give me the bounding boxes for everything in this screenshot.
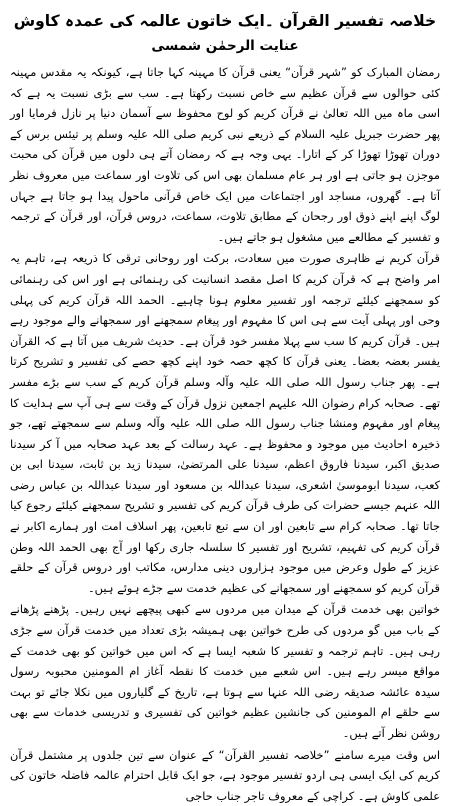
article-author: عنایت الرحمٰن شمسی — [151, 38, 299, 54]
article-paragraph-1: رمضان المبارک کو ”شہر قرآن“ یعنی قرآن کا مہینہ کہا جاتا ہے، کیونکہ یہ مقدس مہینہ کئی حوالوں سے قرآن عظیم سے خاص نسبت رکھتا ہے۔ سب سے بڑی نسبت یہ ہے کہ اسی ماہ میں اللہ تعالیٰ نے قرآن کریم کو لوح محفوظ سے آسمان دنیا پر نازل فرمایا اور پھر حضرت جبریل علیہ السلام کے ذریعے نبی کریم صلی اللہ علیہ وسلم پر تیئس برس کے دوران تھوڑا تھوڑا کر کے اتارا۔ یہی وجہ ہے کہ رمضان آتے ہی دلوں میں قرآن کی محبت موجزن ہو جاتی ہے اور ہر عام مسلمان بھی اس کی تلاوت اور سماعت میں معروف نظر آتا ہے۔ گھروں، مساجد اور اجتماعات میں ایک خاص قرآنی ماحول پیدا ہو جاتا ہے جہاں لوگ اپنے اپنے ذوق اور رجحان کے مطابق تلاوت، سماعت، دروس قرآن، اور قرآن کے ترجمہ و تفسیر کے مطالعے میں مشغول ہو جاتے ہیں۔ — [10, 65, 440, 244]
article-paragraph-3: خواتین بھی خدمت قرآن کے میدان میں مردوں سے کبھی پیچھے نہیں رہیں۔ پڑھنے پڑھانے کے باب میں گو مردوں کی طرح خواتین بھی ہمیشہ بڑی تعداد میں خدمت قرآن سے جڑی رہی ہیں۔ تاہم ترجمہ و تفسیر کا شعبہ ایسا ہے کہ اس میں خواتین کو بھی خدمت کے مواقع میسر رہے ہیں۔ اس شعبے میں خدمت کا نقطہ آغاز ام المومنین محبوبہ رسول سیدہ عائشہ صدیقہ رضی اللہ عنہا سے ہوتا ہے، تاریخ کے گلیاروں میں نکلا جائے تو بہت سے حلقے ام المومنین کی جانشین عظیم خواتین کی تفسیری و تدریسی خدمات سے بھی روشن نظر آتے ہیں۔ — [10, 602, 440, 740]
article-paragraph-2: قرآن کریم نے ظاہری صورت میں سعادت، برکت اور روحانی ترقی کا ذریعہ ہے، تاہم یہ امر واضح ہے کہ قرآن کریم کا اصل مقصد انسانیت کی رہنمائی ہے اور اس کی رہنمائی کو سمجھنے کیلئے ترجمہ اور تفسیر معلوم ہونا چاہیے۔ الحمد اللہ قرآن کریم کی پہلی وحی اور پہلی آیت سے ہی اس کا مفہوم اور پیغام سمجھنے اور سمجھانے والے موجود رہے ہیں۔ قرآن کریم کا سب سے پہلا مفسر خود قرآن ہے۔ حدیث شریف میں آتا ہے کہ القرآن یفسر بعضہ بعضا۔ یعنی قرآن کا کچھ حصہ خود اپنے کچھ حصے کی تفسیر و تشریح کرتا ہے۔ پھر جناب رسول اللہ صلی اللہ علیہ وآلہ وسلم قرآن کریم کے سب سے بڑے مفسر تھے۔ صحابہ کرام رضوان اللہ علیہم اجمعین نزول قرآن کے وقت سے ہی آپ سے ہدایت کا پیغام اور مفہوم ومنشا جناب رسول اللہ صلی اللہ علیہ وآلہ وسلم سے سمجھتے تھے، جو ذخیرہ احادیث میں موجود و محفوظ ہے۔ عہد رسالت کے بعد عہد صحابہ میں آ کر سیدنا صدیق اکبر، سیدنا فاروق اعظم، سیدنا علی المرتضیٰ، سیدنا زید بن ثابت، سیدنا ابی بن کعب، سیدنا ابوموسیٰ اشعری، سیدنا عبداللہ بن مسعود اور سیدنا عبداللہ بن عباس رضی اللہ عنہم جیسے حضرات کی طرف قرآن کریم کی تفسیر و تشریح سمجھنے کیلئے رجوع کیا جاتا تھا۔ صحابہ کرام سے تابعین اور ان سے تبع تابعین، پھر اسلاف امت اور ہمارے اکابر نے قرآن کریم کی تفہیم، تشریح اور تفسیر کا سلسلہ جاری رکھا اور آج بھی الحمد اللہ وطن عزیز کے طول وعرض میں موجود ہزاروں دینی مدارس، مکاتب اور دروس قرآن کے حلقے قرآن کریم کو سمجھنے اور سمجھانے کی عظیم خدمت سے جڑے ہوئے ہیں۔ — [10, 251, 440, 595]
article-title: خلاصہ تفسیر القرآن ۔ایک خاتون عالمہ کی عمدہ کاوش — [13, 12, 437, 30]
article-paragraph-4: اس وقت میرے سامنے ”خلاصہ تفسیر القرآن“ کے عنوان سے تین جلدوں پر مشتمل قرآن کریم کی ایک ایسی ہی اردو تفسیر موجود ہے، جو ایک قابل احترام عالمہ فاضلہ خاتون کی علمی کاوش ہے۔ کراچی کے معروف تاجر جناب حاجی — [10, 747, 440, 803]
